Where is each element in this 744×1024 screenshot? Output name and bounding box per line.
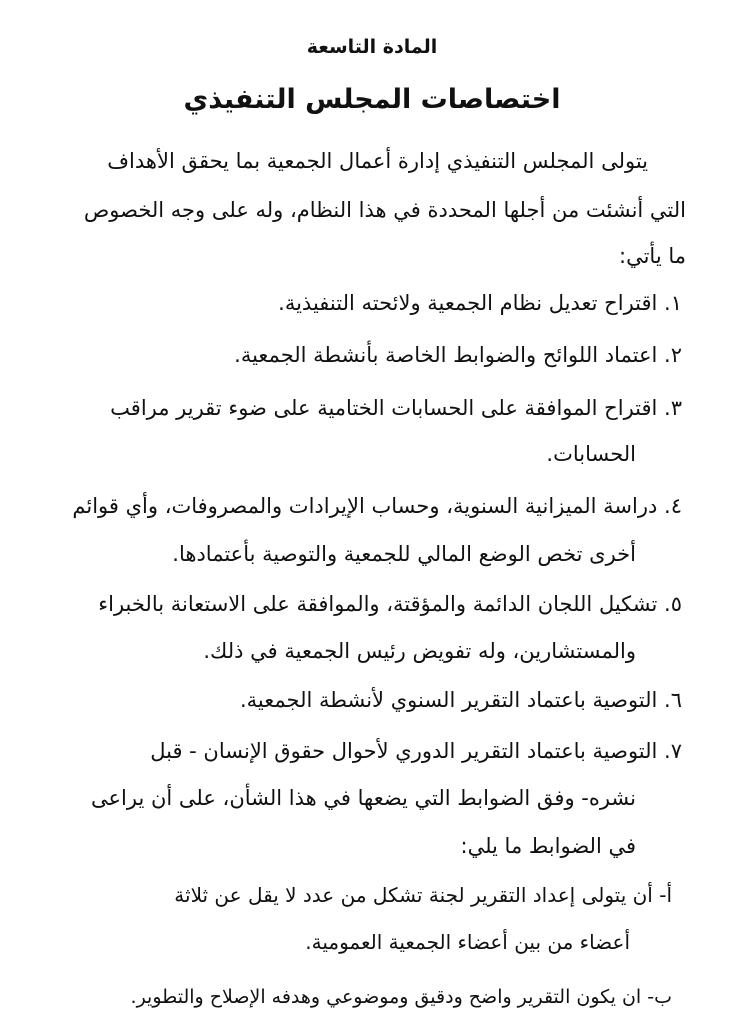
list-item-3-line-1: ٣. اقتراح الموافقة على الحسابات الختامية على ضوء تقرير مراقب — [110, 396, 682, 420]
subitem-b: ب- ان يكون التقرير واضح ودقيق وموضوعي وهدفه الإصلاح والتطوير. — [130, 986, 672, 1008]
list-item-5-line-2: والمستشارين، وله تفويض رئيس الجمعية في ذلك. — [203, 639, 636, 663]
intro-line-1: يتولى المجلس التنفيذي إدارة أعمال الجمعية بما يحقق الأهداف — [107, 149, 648, 173]
list-item-7-line-3: في الضوابط ما يلي: — [460, 834, 636, 858]
list-item-5-line-1: ٥. تشكيل اللجان الدائمة والمؤقتة، والموافقة على الاستعانة بالخبراء — [98, 592, 682, 616]
intro-line-2: التي أنشئت من أجلها المحددة في هذا النظام، وله على وجه الخصوص — [83, 198, 686, 222]
article-title: اختصاصات المجلس التنفيذي — [183, 84, 561, 115]
article-number: المادة التاسعة — [306, 36, 438, 58]
list-item-2: ٢. اعتماد اللوائح والضوابط الخاصة بأنشطة الجمعية. — [234, 343, 682, 367]
list-item-3-line-2: الحسابات. — [546, 442, 636, 466]
subitem-a-line-1: أ- أن يتولى إعداد التقرير لجنة تشكل من عدد لا يقل عن ثلاثة — [174, 883, 672, 907]
list-item-7-line-2: نشره- وفق الضوابط التي يضعها في هذا الشأن، على أن يراعى — [90, 786, 636, 810]
subitem-a-line-2: أعضاء من بين أعضاء الجمعية العمومية. — [305, 930, 630, 954]
list-item-4-line-2: أخرى تخص الوضع المالي للجمعية والتوصية بأعتمادها. — [172, 542, 636, 566]
list-item-7-line-1: ٧. التوصية باعتماد التقرير الدوري لأحوال حقوق الإنسان - قبل — [150, 739, 682, 763]
list-item-6: ٦. التوصية باعتماد التقرير السنوي لأنشطة الجمعية. — [239, 688, 682, 712]
intro-line-3: ما يأتي: — [619, 244, 686, 268]
list-item-4-line-1: ٤. دراسة الميزانية السنوية، وحساب الإيرادات والمصروفات، وأي قوائم — [72, 494, 682, 518]
list-item-1: ١. اقتراح تعديل نظام الجمعية ولائحته التنفيذية. — [278, 291, 682, 315]
